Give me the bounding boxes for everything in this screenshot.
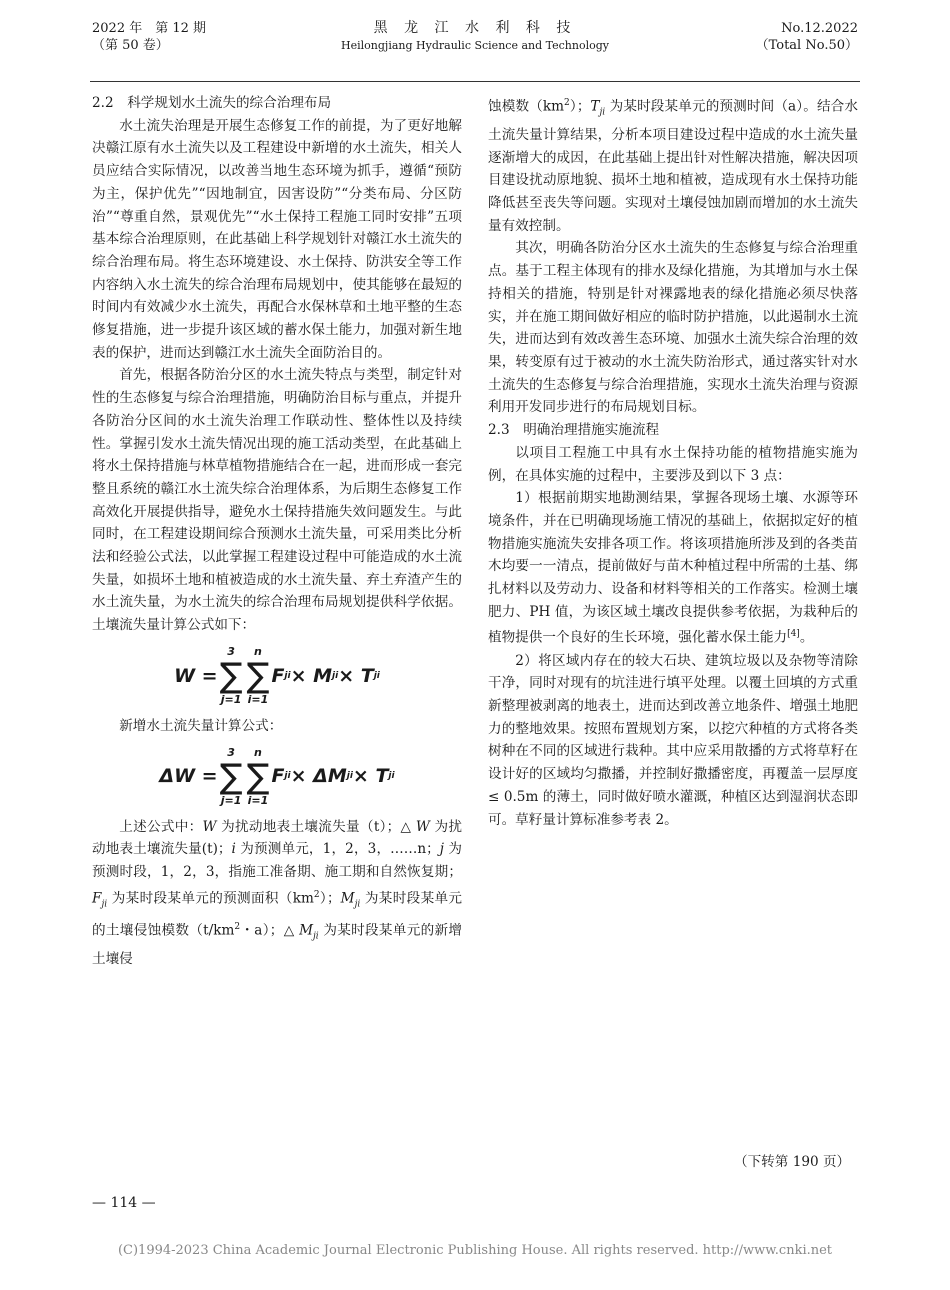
citation-ref: [4] [787,629,800,640]
sum-j: 3 ∑ j=1 [219,644,243,706]
page-number: — 114 — [92,1195,156,1211]
header-rule [90,81,860,82]
paragraph-symbols: 上述公式中：W 为扰动地表土壤流失量（t）；△ W 为扰动地表土壤流失量(t)；i 为预测单元，1，2，3，……n；j 为预测时段，1，2，3，指施工准备期、施工期和自然恢复期；$F_{ji}$ 为某时段某单元的预测面积$(km^2)$；$M_{ji}$ 为某时段某单元的土壤侵蚀模数（$t/km^2$・a）；△ $M_{ji}$ 为某时段某单元的新增土壤侵 [92,818,462,967]
year-issue: 2022 年 第 12 期 [92,21,207,36]
right-column [488,92,858,831]
paragraph: 水土流失治理是开展生态修复工作的前提，为了更好地解决赣江原有水土流失以及工程建设中新增的水土流失，相关人员应结合实际情况，以改善当地生态环境为抓手，遵循“预防为主，保护优先”“因地制宜，因害设防”“分类布局、分区防治”“尊重自然，景观优先”“水土保持工程施工同时安排”五项基本综合治理原则，在此基础上科学规划针对赣江水土流失的综合治理布局。将生态环境建设、水土保持、防洪安全等工作内容纳入水土流失的综合治理布局规划中，使其能够在最短的时间内有效减少水土流失，再配合水保林草和土地平整的生态修复措施，进一步提升该区域的蓄水保土能力，加强对新生地表的保护，进而达到赣江水土流失全面防治目的。 [92,117,462,361]
paragraph: 其次，明确各防治分区水土流失的生态修复与综合治理重点。基于工程主体现有的排水及绿化措施，为其增加与水土保持相关的措施，特别是针对裸露地表的绿化措施必须尽快落实，并在施工期间做好相应的临时防护措施，以此遏制水土流失，进而达到有效改善生态环境、加强水土流失综合治理的效果，转变原有过于被动的水土流失防治形式，通过落实针对水土流失的生态修复与综合治理措施，实现水土流失治理与资源利用开发同步进行的布局规划目标。 [488,240,858,416]
journal-title-en: Heilongjiang Hydraulic Science and Technology [341,39,609,52]
header-right [756,20,858,54]
paragraph: 首先，根据各防治分区的水土流失特点与类型，制定针对性的生态修复与综合治理措施，明确防治目标与重点，并提升各防治分区间的水土流失治理工作联动性、整体性以及持续性。掌握引发水土流失情况出现的施工活动类型，在此基础上将水土保持措施与林草植物措施结合在一起，进而形成一套完整且系统的赣江水土流失综合治理体系，为后期生态修复工作高效化开展提供指导，避免水土保持措施失效问题发生。与此同时，在工程建设期间综合预测水土流失量，可采用类比分析法和经验公式法，以此掌握工程建设过程中可能造成的水土流失量，如损坏土地和植被造成的水土流失量、弃土弃渣产生的水土流失量，为水土流失的综合治理布局规划提供科学依据。土壤流失量计算公式如下： [92,367,462,634]
section-heading-2-2: 2.2 科学规划水土流失的综合治理布局 [92,95,332,111]
sum-i: n ∑ i=1 [246,644,270,706]
paragraph-continued: 蚀模数$(km^2)$；$T_{ji}$ 为某时段某单元的预测时间（a）。结合水土流失量计算结果，分析本项目建设过程中造成的水土流失量逐渐增大的成因，在此基础上提出针对性解决措施，解决因项目建设扰动原地貌、损坏土地和植被，造成现有水土保持功能降低甚至丧失等问题。实现对土壤侵蚀加剧而增加的水土流失量有效控制。 [488,98,858,234]
total-no: （Total No.50） [755,38,858,53]
continued-note: （下转第 190 页） [734,1154,851,1170]
paragraph: 以项目工程施工中具有水土保持功能的植物措施实施为例，在具体实施的过程中，主要涉及到以下 3 点： [488,444,858,484]
left-column [92,92,462,970]
section-heading-2-3: 2.3 明确治理措施实施流程 [488,422,660,439]
issue-no: No.12.2022 [781,21,858,36]
sum-i: n ∑ i=1 [246,745,270,807]
paragraph: 1）根据前期实地勘测结果，掌握各现场土壤、水源等环境条件，并在已明确现场施工情况的基础上，依据拟定好的植物措施实施流失安排各项工作。将该项措施所涉及到的各类苗木均要一一清点，提前做好与苗木种植过程中所需的土基、绑扎材料以及劳动力、设备和材料等相关的工作落实。检测土壤肥力、PH 值，为该区域土壤改良提供参考依据，为栽种后的植物提供一个良好的生长环境，强化蓄水保土能力[4]。 [488,490,858,646]
paragraph: 2）将区域内存在的较大石块、建筑垃圾以及杂物等清除干净，同时对现有的坑洼进行填平处理。以覆土回填的方式重新整理被剥离的地表土，进而达到改善立地条件、增强土地肥力的整地效果。按照布置规划方案，以挖穴种植的方式将各类树种在不同的区域进行栽种。其中应采用散播的方式将草籽在设计好的区域均匀撒播，并控制好撒播密度，再覆盖一层厚度≤ 0.5m 的薄土，同时做好喷水灌溉，种植区达到湿润状态即可。草籽量计算标准参考表 2。 [488,652,858,828]
paragraph: 新增水土流失量计算公式： [119,717,283,734]
copyright-line: (C)1994-2023 China Academic Journal Electronic Publishing House. All rights reserved. http://www.cnki.net [117,1243,833,1258]
formula-new-soil-loss: ΔW = 3 ∑ j=1 n ∑ i=1 F ji × ΔM ji × T ji [159,745,395,807]
formula-soil-loss: W = 3 ∑ j=1 n ∑ i=1 F ji × M ji × T ji [174,644,380,706]
journal-title-cn: 黑 龙 江 水 利 科 技 [373,20,577,36]
volume: （第 50 卷） [92,38,169,53]
sum-j: 3 ∑ j=1 [219,745,243,807]
